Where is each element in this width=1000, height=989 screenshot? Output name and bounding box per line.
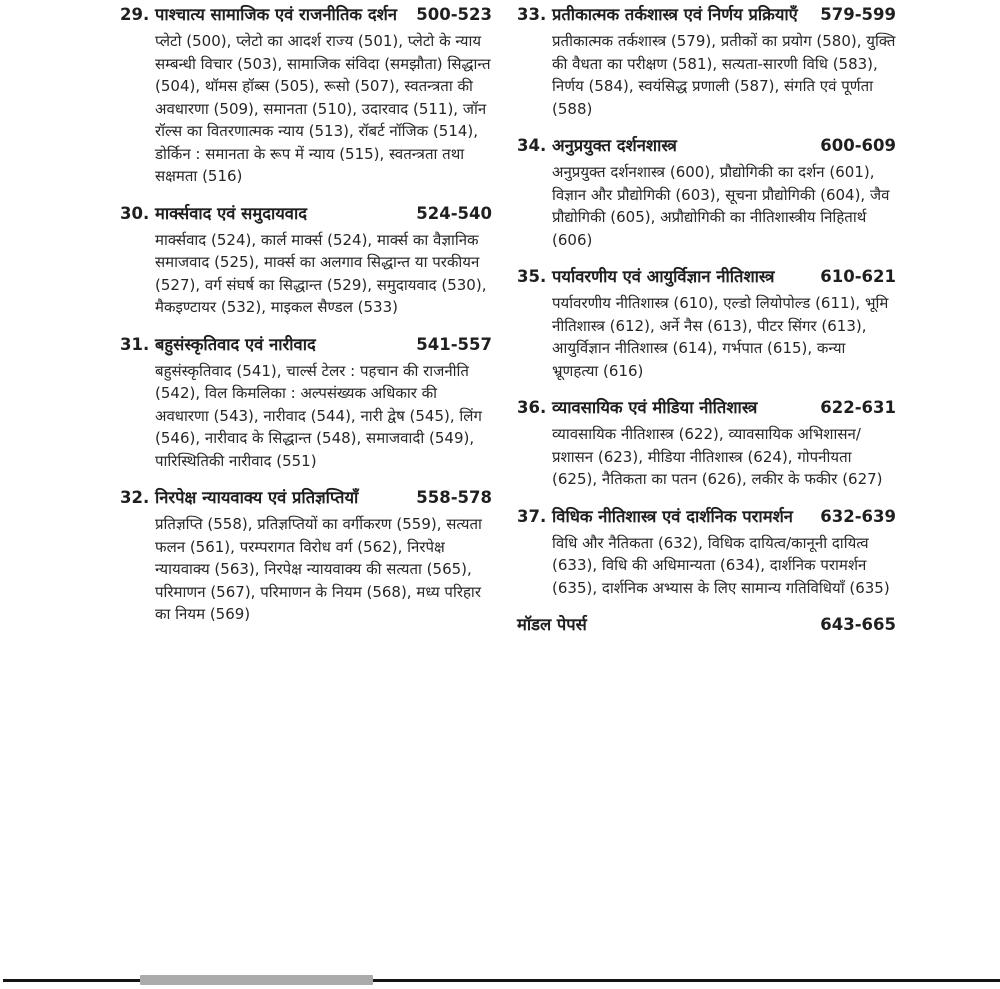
chapter-number: 30. — [120, 203, 150, 223]
model-papers-label: मॉडल पेपर्स — [517, 615, 587, 634]
toc-entry-36 — [517, 395, 896, 491]
bottom-gray-bar — [140, 975, 373, 985]
chapter-topics: बहुसंस्कृतिवाद (541), चार्ल्स टेलर : पहचान की राजनीति (542), विल किमलिका : अल्पसंख्यक अधिकार की अवधारणा (543), नारीवाद (544), नारी द्वेष (545), लिंग (546), नारीवाद के सिद्धान्त (548), समाजवादी (549), पारिस्थितिकी नारीवाद (551) — [155, 361, 482, 470]
chapter-page-range: 610-621 — [820, 267, 896, 286]
chapter-topics: पर्यावरणीय नीतिशास्त्र (610), एल्डो लियोपोल्ड (611), भूमि नीतिशास्त्र (612), अर्ने नैस (613), पीटर सिंगर (613), आयुर्विज्ञान नीतिशास्त्र (614), गर्भपात (615), कन्या भ्रूणहत्या (616) — [552, 294, 889, 380]
chapter-number: 37. — [517, 506, 547, 526]
chapter-title: अनुप्रयुक्त दर्शनशास्त्र — [552, 136, 677, 155]
chapter-page-range: 558-578 — [416, 488, 492, 507]
chapter-number: 29. — [120, 5, 150, 24]
chapter-number: 31. — [120, 334, 150, 354]
toc-entry-32 — [120, 485, 492, 626]
toc-entry-29 — [120, 2, 492, 188]
toc-entry-heading — [517, 2, 896, 27]
chapter-number: 35. — [517, 267, 547, 286]
chapter-title: निरपेक्ष न्यायवाक्य एवं प्रतिज्ञप्तियाँ — [155, 488, 359, 507]
chapter-number: 34. — [517, 136, 547, 155]
chapter-page-range: 600-609 — [820, 136, 896, 155]
chapter-title: मार्क्सवाद एवं समुदायवाद — [155, 203, 308, 223]
toc-entry-30 — [120, 201, 492, 319]
chapter-topics: प्रतिज्ञप्ति (558), प्रतिज्ञप्तियों का वर्गीकरण (559), सत्यता फलन (561), परम्परागत विरोध वर्ग (562), निरपेक्ष न्यायवाक्य (563), निरपेक्ष न्यायवाक्य की सत्यता (565), परिमाणन (567), परिमाणन के नियम (568), मध्य परिहार का नियम (569) — [155, 515, 482, 623]
toc-entry-heading — [517, 133, 896, 158]
toc-column-right — [517, 2, 896, 637]
chapter-page-range: 524-540 — [416, 203, 492, 223]
toc-entry-34 — [517, 133, 896, 251]
chapter-number: 33. — [517, 5, 547, 24]
chapter-title: प्रतीकात्मक तर्कशास्त्र एवं निर्णय प्रक्रियाएँ — [552, 5, 798, 24]
chapter-title: पर्यावरणीय एवं आयुर्विज्ञान नीतिशास्त्र — [552, 267, 775, 286]
chapter-topics: मार्क्सवाद (524), कार्ल मार्क्स (524), मार्क्स का वैज्ञानिक समाजवाद (525), मार्क्स का अलगाव सिद्धान्त या परकीयन (527), वर्ग संघर्ष का सिद्धान्त (529), समुदायवाद (530), मैकइण्टायर (532), माइकल सैण्डल (533) — [155, 230, 487, 316]
model-papers-page-range: 643-665 — [820, 615, 896, 634]
chapter-title: पाश्चात्य सामाजिक एवं राजनीतिक दर्शन — [155, 5, 397, 24]
chapter-page-range: 500-523 — [416, 5, 492, 24]
toc-entry-heading — [120, 2, 492, 27]
toc-entry-35 — [517, 264, 896, 382]
toc-entry-heading — [120, 485, 492, 510]
chapter-title: विधिक नीतिशास्त्र एवं दार्शनिक परामर्शन — [552, 506, 793, 526]
toc-entry-heading — [120, 332, 492, 357]
chapter-page-range: 541-557 — [416, 334, 492, 354]
toc-entry-heading — [517, 395, 896, 420]
chapter-number: 32. — [120, 488, 150, 507]
toc-entry-31 — [120, 332, 492, 473]
toc-entry-heading — [120, 201, 492, 226]
toc-entry-33 — [517, 2, 896, 120]
toc-column-left — [120, 2, 492, 639]
chapter-topics: व्यावसायिक नीतिशास्त्र (622), व्यावसायिक अभिशासन/प्रशासन (623), मीडिया नीतिशास्त्र (624), गोपनीयता (625), नैतिकता का पतन (626), लकीर के फकीर (627) — [552, 425, 883, 488]
chapter-number: 36. — [517, 398, 547, 417]
chapter-topics: प्रतीकात्मक तर्कशास्त्र (579), प्रतीकों का प्रयोग (580), युक्ति की वैधता का परीक्षण (581), सत्यता-सारणी विधि (583), निर्णय (584), स्वयंसिद्ध प्रणाली (587), संगति एवं पूर्णता (588) — [552, 32, 896, 118]
chapter-title: व्यावसायिक एवं मीडिया नीतिशास्त्र — [552, 398, 758, 417]
toc-entry-heading — [517, 264, 896, 289]
model-papers-row — [517, 612, 896, 637]
chapter-topics: अनुप्रयुक्त दर्शनशास्त्र (600), प्रौद्योगिकी का दर्शन (601), विज्ञान और प्रौद्योगिकी (603), सूचना प्रौद्योगिकी (604), जैव प्रौद्योगिकी (605), अप्रौद्योगिकी का नीतिशास्त्रीय निहितार्थ (606) — [552, 163, 890, 249]
chapter-page-range: 579-599 — [820, 5, 896, 24]
chapter-topics: विधि और नैतिकता (632), विधिक दायित्व/कानूनी दायित्व (633), विधि की अधिमान्यता (634), दार्शनिक परामर्शन (635), दार्शनिक अभ्यास के लिए सामान्य गतिविधियाँ (635) — [552, 533, 890, 597]
chapter-page-range: 632-639 — [820, 506, 896, 526]
chapter-page-range: 622-631 — [820, 398, 896, 417]
toc-entry-37 — [517, 504, 896, 600]
chapter-topics: प्लेटो (500), प्लेटो का आदर्श राज्य (501), प्लेटो के न्याय सम्बन्धी विचार (503), सामाजिक संविदा (समझौता) सिद्धान्त (504), थॉमस हॉब्स (505), रूसो (507), स्वतन्त्रता की अवधारणा (509), समानता (510), उदारवाद (511), जॉन रॉल्स का वितरणात्मक न्याय (513), रॉबर्ट नॉजिक (514), डोर्किन : समानता के रूप में न्याय (515), स्वतन्त्रता तथा सक्षमता (516) — [155, 32, 491, 185]
toc-entry-heading — [517, 504, 896, 529]
chapter-title: बहुसंस्कृतिवाद एवं नारीवाद — [155, 334, 316, 354]
